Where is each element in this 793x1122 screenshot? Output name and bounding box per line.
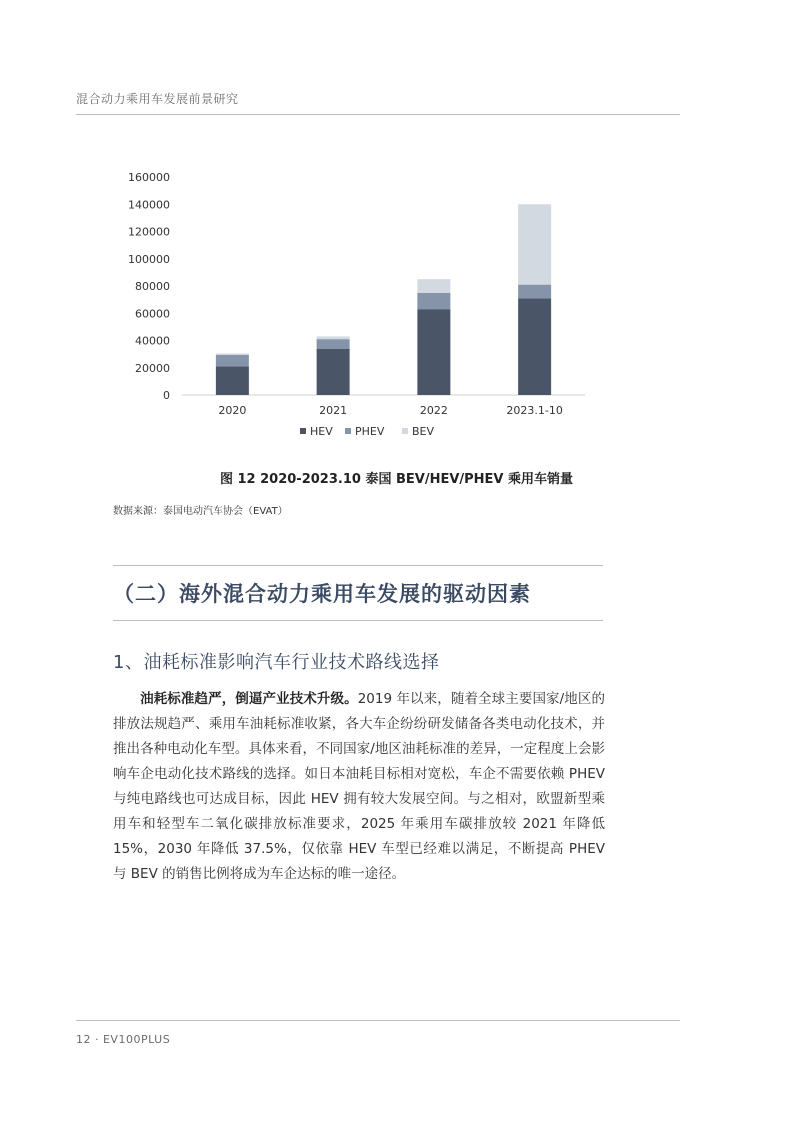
paragraph-body: 2019 年以来，随着全球主要国家/地区的排放法规趋严、乘用车油耗标准收紧，各大车企纷纷研发储备各类电动化技术，并推出各种电动化车型。具体来看，不同国家/地区油耗标准的差异，一定程度上会影响车企电动化技术路线的选择。如日本油耗目标相对宽松，车企不需要依赖 PHEV 与纯电路线也可达成目标，因此 HEV 拥有较大发展空间。与之相对，欧盟新型乘用车和轻型车二氧化碳排放标准要求，2025 年乘用车碳排放较 2021 年降低 15%，2030 年降低 37.5%，仅依靠 HEV 车型已经难以满足，不断提高 PHEV 与 BEV 的销售比例将成为车企达标的唯一途径。 (113, 691, 605, 882)
legend-swatch-phev (345, 428, 351, 434)
legend-swatch-hev (300, 428, 306, 434)
bar-phev-4 (518, 285, 551, 299)
figure-caption: 图 12 2020-2023.10 泰国 BEV/HEV/PHEV 乘用车销量 (219, 472, 574, 487)
y-tick-label: 60000 (135, 307, 170, 321)
body-paragraph (113, 687, 605, 887)
paragraph-lead: 油耗标准趋严，倒逼产业技术升级。 (140, 691, 358, 707)
x-tick-label: 2022 (419, 404, 448, 417)
data-source: 数据来源：泰国电动汽车协会（EVAT） (113, 506, 288, 517)
section-rule-top (113, 565, 603, 566)
y-tick-label: 40000 (135, 334, 170, 348)
stacked-bar-chart (110, 160, 610, 460)
y-tick-label: 100000 (128, 252, 170, 266)
bar-phev-1 (216, 355, 249, 367)
section-rule-bottom (113, 620, 603, 621)
bar-hev-1 (216, 366, 249, 395)
y-tick-label: 160000 (128, 171, 170, 184)
bar-phev-3 (417, 293, 450, 309)
bar-bev-4 (518, 204, 551, 284)
legend-label-hev: HEV (310, 425, 333, 438)
bar-bev-1 (216, 353, 249, 354)
footer-rule (76, 1020, 680, 1021)
x-tick-label: 2020 (218, 404, 247, 417)
running-header: 混合动力乘用车发展前景研究 (76, 92, 239, 106)
y-tick-label: 0 (163, 389, 170, 402)
legend-swatch-bev (402, 428, 408, 434)
y-tick-label: 140000 (128, 198, 170, 212)
bar-bev-2 (317, 336, 350, 339)
x-tick-label: 2023.1-10 (506, 404, 563, 417)
legend-label-bev: BEV (412, 425, 435, 438)
bar-hev-3 (417, 309, 450, 395)
bar-phev-2 (317, 339, 350, 349)
y-tick-label: 80000 (135, 280, 170, 293)
y-tick-label: 20000 (135, 361, 170, 375)
bar-bev-3 (417, 279, 450, 293)
page-footer: 12 · EV100PLUS (76, 1033, 171, 1046)
section-heading: （二）海外混合动力乘用车发展的驱动因素 (113, 582, 531, 606)
chart-svg (110, 160, 610, 460)
header-rule (76, 114, 680, 115)
y-tick-label: 120000 (128, 225, 170, 239)
bar-hev-2 (317, 349, 350, 395)
subsection-heading: 1、油耗标准影响汽车行业技术路线选择 (113, 652, 440, 673)
legend-label-phev: PHEV (355, 425, 385, 438)
bar-hev-4 (518, 298, 551, 395)
x-tick-label: 2021 (319, 404, 348, 417)
